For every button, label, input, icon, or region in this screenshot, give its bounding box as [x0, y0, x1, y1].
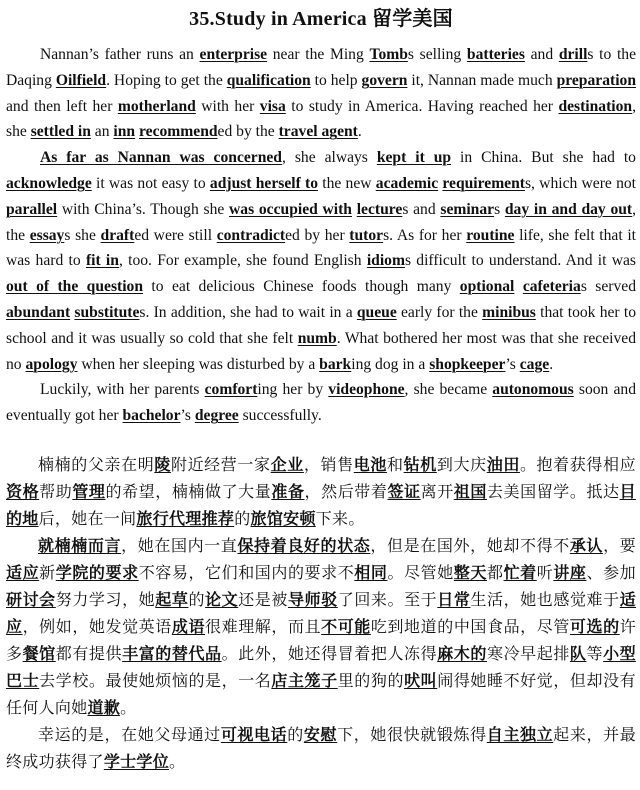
text-segment: 。此外，她还得冒着把人冻得 [221, 643, 438, 663]
text-segment: 里的狗的 [337, 670, 405, 690]
english-paragraph [6, 377, 636, 429]
vocab-highlight: out of the question [6, 278, 144, 296]
text-segment: Luckily, with her parents [40, 381, 205, 399]
vocab-highlight: minibus [482, 303, 536, 321]
vocab-highlight: 起草 [155, 589, 189, 609]
text-segment: , she always [281, 149, 377, 167]
vocab-highlight: motherland [117, 97, 196, 115]
text-segment: 下，她很快就锻炼得 [337, 724, 487, 744]
text-segment: successfully. [238, 407, 322, 425]
vocab-highlight: 相同 [354, 562, 388, 582]
text-segment: 都有提供 [55, 643, 123, 663]
text-segment: 都 [486, 562, 504, 582]
vocab-highlight: 旅行代理推荐 [136, 508, 235, 528]
vocab-highlight: cafeteria [522, 278, 581, 296]
text-segment: and then left her [6, 97, 118, 115]
text-segment: 楠楠的父亲在明 [38, 454, 155, 474]
text-segment: 。 [120, 697, 137, 717]
vocab-highlight: routine [466, 226, 515, 244]
text-segment: 闹得她睡不好觉，但却没有任何人向她 [6, 670, 636, 717]
text-segment: 后，她在一间 [38, 508, 137, 528]
text-segment: it, Nannan made much [407, 71, 557, 89]
text-segment: with China’s. Though she [57, 200, 230, 218]
text-segment: with her [195, 97, 260, 115]
vocab-highlight: adjust herself to [209, 174, 319, 192]
vocab-highlight: visa [259, 97, 286, 115]
vocab-highlight: bachelor [122, 407, 181, 425]
text-segment: when her sleeping was disturbed by a [77, 355, 320, 373]
text-segment: s, which were not [524, 174, 636, 192]
text-segment: 很难理解，而且 [205, 616, 322, 636]
vocab-highlight: substitute [74, 303, 140, 321]
text-segment: the new [318, 174, 376, 192]
vocab-highlight: draft [100, 226, 135, 244]
vocab-highlight: 准备 [271, 481, 305, 501]
vocab-highlight: numb [297, 329, 337, 347]
vocab-highlight: contradict [216, 226, 286, 244]
vocab-highlight: idiom [366, 252, 405, 270]
text-segment: ’s [505, 355, 520, 373]
text-segment: 下来。 [315, 508, 365, 528]
vocab-highlight: 队 [569, 643, 587, 663]
text-segment: 等 [586, 643, 604, 663]
vocab-highlight: bark [319, 355, 352, 373]
text-segment: 寒冷早起排 [486, 643, 570, 663]
text-segment: ed were still [134, 226, 217, 244]
vocab-highlight: day in and day out [504, 200, 633, 218]
vocab-highlight: 适应 [6, 589, 637, 636]
text-segment: ed by her [285, 226, 350, 244]
text-segment: . Hoping to get the [106, 71, 227, 89]
text-segment: 吃到地道的中国食品，尽管 [370, 616, 570, 636]
text-segment: 。 [169, 751, 186, 771]
text-segment: in China. But she had to [451, 149, 636, 167]
text-segment: , too. For example, she found English [118, 252, 367, 270]
vocab-highlight: was occupied with [229, 200, 352, 218]
vocab-highlight: 学士学位 [103, 751, 170, 771]
text-segment: ，销售 [303, 454, 354, 474]
text-segment: 的 [188, 589, 206, 609]
text-segment: 的 [287, 724, 304, 744]
text-segment: 去美国留学。抵达 [486, 481, 620, 501]
vocab-highlight: destination [558, 97, 633, 115]
vocab-highlight: abundant [6, 303, 71, 321]
text-segment: s. In addition, she had to wait in a [139, 303, 357, 321]
text-segment: ，但是在国外，她却不得不 [370, 535, 570, 555]
text-segment: 了回来。至于 [337, 589, 438, 609]
chinese-paragraph [6, 721, 636, 775]
text-segment: ing dog in a [351, 355, 430, 373]
text-segment: s difficult to understand. And it was [404, 252, 636, 270]
vocab-highlight: travel agent [278, 123, 358, 141]
vocab-highlight: 陵 [154, 454, 171, 474]
text-segment: ’s [180, 407, 195, 425]
vocab-highlight: acknowledge [6, 174, 92, 192]
text-segment: , she became [404, 381, 493, 399]
vocab-highlight: 麻木的 [437, 643, 487, 663]
vocab-highlight: tutor [349, 226, 384, 244]
page-title: 35.Study in America 留学美国 [189, 8, 453, 30]
vocab-highlight: optional [459, 278, 515, 296]
vocab-highlight: seminar [440, 200, 495, 218]
vocab-highlight: 旅馆安顿 [250, 508, 316, 528]
vocab-highlight: 店主笼子 [271, 670, 338, 690]
vocab-highlight: 小型巴士 [6, 643, 636, 690]
vocab-highlight: govern [361, 71, 408, 89]
text-segment: . [549, 355, 554, 373]
vocab-highlight: 安慰 [303, 724, 338, 744]
text-segment: life, she felt that it was hard to [6, 226, 637, 270]
vocab-highlight: comfort [204, 381, 258, 399]
vocab-highlight: 企业 [270, 454, 304, 474]
vocab-highlight: 丰富的替代品 [122, 643, 222, 663]
vocab-highlight: 可视电话 [220, 724, 288, 744]
text-segment: s selling [407, 46, 467, 63]
text-segment: ，例如，她发觉英语 [22, 616, 172, 636]
text-segment: ，要 [603, 535, 636, 555]
text-segment: 帮助 [39, 481, 73, 501]
vocab-highlight: shopkeeper [429, 355, 506, 373]
vocab-highlight: academic [375, 174, 439, 192]
text-segment: it was not easy to [91, 174, 210, 192]
text-segment: . What bothered her most was that she received no [6, 329, 636, 373]
vocab-highlight: Tomb [369, 46, 408, 63]
vocab-highlight: 自主独立 [486, 724, 554, 744]
text-segment: 去学校。最使她烦恼的是，一名 [39, 670, 272, 690]
text-segment: 努力学习，她 [55, 589, 156, 609]
vocab-highlight: recommend [139, 123, 218, 141]
english-paragraph [6, 42, 636, 145]
vocab-highlight: 签证 [387, 481, 421, 501]
text-segment: to study in America. Having reached her [285, 97, 559, 115]
text-segment: to help [310, 71, 362, 89]
text-segment: 新 [39, 562, 56, 582]
vocab-highlight: qualification [226, 71, 311, 89]
text-segment [514, 278, 522, 295]
text-segment: s served [580, 278, 636, 296]
vocab-highlight: inn [113, 123, 136, 141]
vocab-highlight: essay [29, 226, 65, 244]
text-segment: 许多 [6, 616, 636, 663]
vocab-highlight: 就楠楠而言 [38, 535, 122, 555]
text-segment: s to the Daqing [6, 46, 637, 89]
vocab-highlight: Oilfield [55, 71, 107, 89]
vocab-highlight: enterprise [199, 46, 268, 63]
text-segment: ing her by [257, 381, 329, 399]
text-segment: 不容易，它们和国内的要求不 [138, 562, 355, 582]
text-segment: . [357, 123, 362, 141]
text-segment: that took her to school and it was usually so cold that she felt [6, 303, 636, 347]
vocab-highlight: drill [558, 46, 588, 63]
vocab-highlight: 保持着良好的状态 [237, 535, 371, 555]
vocab-highlight: 资格 [6, 481, 40, 501]
text-segment: 、参加 [586, 562, 636, 582]
vocab-highlight: videophone [328, 381, 405, 399]
vocab-highlight: 学院的要求 [55, 562, 139, 582]
vocab-highlight: 油田 [486, 454, 520, 474]
text-segment: 还是被 [238, 589, 288, 609]
vocab-highlight: batteries [466, 46, 525, 63]
vocab-highlight: 适应 [6, 562, 40, 582]
text-segment: , she [6, 97, 636, 141]
text-segment: 起来，并最终成功获得了 [6, 724, 637, 771]
text-segment: 幸运的是，在她父母通过 [38, 724, 221, 744]
vocab-highlight: 吠叫 [404, 670, 438, 690]
chinese-paragraph [6, 532, 636, 721]
text-segment: ，然后带着 [304, 481, 388, 501]
vocab-highlight: autonomous [492, 381, 574, 399]
text-segment: 生活，她也感觉难于 [470, 589, 620, 609]
text-segment: and [524, 46, 559, 63]
vocab-highlight: 研讨会 [6, 589, 56, 609]
chinese-paragraph [6, 451, 636, 532]
vocab-highlight: 餐馆 [22, 643, 56, 663]
text-segment: early for the [396, 303, 483, 321]
english-paragraph [6, 145, 636, 377]
vocab-highlight: 承认 [569, 535, 604, 555]
vocab-highlight: 整天 [453, 562, 487, 582]
vocab-highlight: fit in [85, 252, 119, 270]
vocab-highlight: 钻机 [403, 454, 437, 474]
vocab-highlight: 祖国 [453, 481, 487, 501]
text-segment: ，她在国内一直 [121, 535, 238, 555]
vocab-highlight: degree [194, 407, 239, 425]
text-segment: an [90, 123, 114, 141]
vocab-highlight: 日常 [437, 589, 471, 609]
vocab-highlight: queue [356, 303, 397, 321]
vocab-highlight: 导师驳 [287, 589, 338, 609]
text-segment: 到大庆 [436, 454, 487, 474]
text-segment: Nannan’s father runs an [40, 46, 200, 63]
text-segment: 附近经营一家 [170, 454, 271, 474]
vocab-highlight: 讲座 [553, 562, 587, 582]
vocab-highlight: 道歉 [87, 697, 121, 717]
text-segment: 听 [536, 562, 554, 582]
text-segment: 的希望，楠楠做了大量 [105, 481, 272, 501]
vocab-highlight: requirement [442, 174, 525, 192]
text-segment: 和 [386, 454, 404, 474]
vocab-highlight: 管理 [72, 481, 106, 501]
vocab-highlight: 目的地 [6, 481, 636, 528]
text-segment: s and [402, 200, 441, 218]
english-passage [6, 42, 636, 429]
text-segment: ed by the [217, 123, 279, 141]
text-segment: s [494, 200, 505, 218]
text-segment: 。尽管她 [387, 562, 454, 582]
vocab-highlight: apology [25, 355, 78, 373]
vocab-highlight: 可选的 [569, 616, 620, 636]
vocab-highlight: As far as Nannan was concerned [40, 149, 282, 167]
text-segment: s. As for her [383, 226, 467, 244]
text-segment: 。抱着获得相应 [519, 454, 636, 474]
text-segment: s she [64, 226, 101, 244]
chinese-translation [6, 451, 636, 775]
vocab-highlight: 电池 [353, 454, 387, 474]
vocab-highlight: preparation [556, 71, 636, 89]
text-segment: to eat delicious Chinese foods though many [143, 278, 460, 296]
text-segment: 离开 [420, 481, 454, 501]
text-segment: soon and eventually got her [6, 381, 636, 425]
text-segment: near the Ming [267, 46, 370, 63]
vocab-highlight: 论文 [205, 589, 239, 609]
vocab-highlight: settled in [30, 123, 91, 141]
vocab-highlight: 忙着 [503, 562, 537, 582]
vocab-highlight: 成语 [171, 616, 206, 636]
vocab-highlight: kept it up [376, 149, 452, 167]
text-segment: 的 [234, 508, 251, 528]
vocab-highlight: parallel [6, 200, 58, 218]
vocab-highlight: 不可能 [321, 616, 371, 636]
text-segment: , the [6, 200, 637, 244]
vocab-highlight: lecture [356, 200, 403, 218]
vocab-highlight: cage [519, 355, 550, 373]
